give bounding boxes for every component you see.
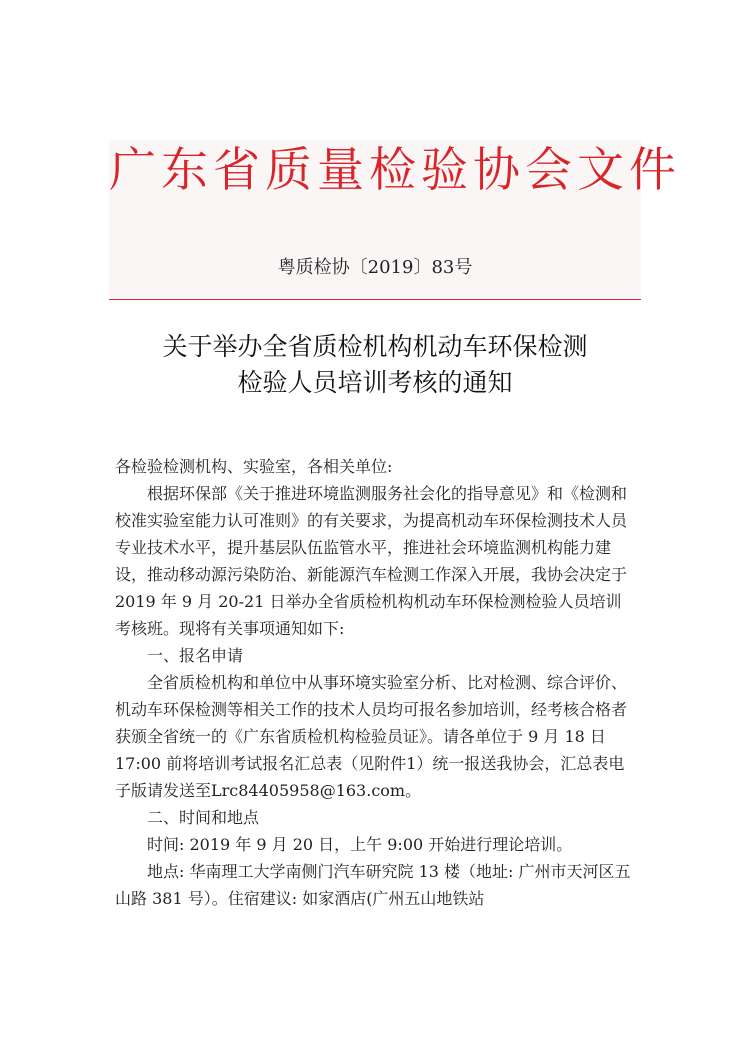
red-divider bbox=[109, 299, 641, 300]
intro-paragraph: 根据环保部《关于推进环境监测服务社会化的指导意见》和《检测和校准实验室能力认可准则》的有关要求，为提高机动车环保检测技术人员专业技术水平，提升基层队伍监管水平，推进社会环境监测机构能力建设，推动移动源污染防治、新能源汽车检测工作深入开展，我协会决定于 2019 年 9 月 20-21 日举办全省质检机构机动车环保检测检验人员培训考核班。现将有关事项通知如下: bbox=[115, 484, 628, 638]
notice-body bbox=[115, 453, 635, 912]
notice-title-line1: 关于举办全省质检机构机动车环保检测 bbox=[162, 332, 588, 361]
registration-text: 全省质检机构和单位中从事环境实验室分析、比对检测、综合评价、机动车环保检测等相关工作的技术人员均可报名参加培训，经考核合格者获颁全省统一的《广东省质检机构检验员证》。请各单位于 9 月 18 日 17:00 前将培训考试报名汇总表（见附件1）统一报送我协会，汇总表电子版请发送至 bbox=[115, 673, 628, 800]
organization-title: 广东省质量检验协会文件 bbox=[109, 143, 681, 198]
contact-email: Lrc84405958@163.com。 bbox=[211, 781, 422, 800]
section-heading-registration: 一、报名申请 bbox=[147, 646, 244, 665]
section-heading-time-location: 二、时间和地点 bbox=[147, 808, 260, 827]
time-text: 时间: 2019 年 9 月 20 日，上午 9:00 开始进行理论培训。 bbox=[147, 835, 573, 854]
document-number: 粤质检协〔2019〕83号 bbox=[277, 257, 473, 278]
salutation: 各检验检测机构、实验室，各相关单位: bbox=[115, 457, 393, 476]
notice-title-line2: 检验人员培训考核的通知 bbox=[237, 368, 513, 397]
notice-title bbox=[109, 329, 641, 401]
registration-paragraph bbox=[115, 669, 635, 804]
location-text: 地点: 华南理工大学南侧门汽车研究院 13 楼（地址: 广州市天河区五山路 381 号）。住宿建议: 如家酒店(广州五山地铁站 bbox=[115, 862, 631, 908]
